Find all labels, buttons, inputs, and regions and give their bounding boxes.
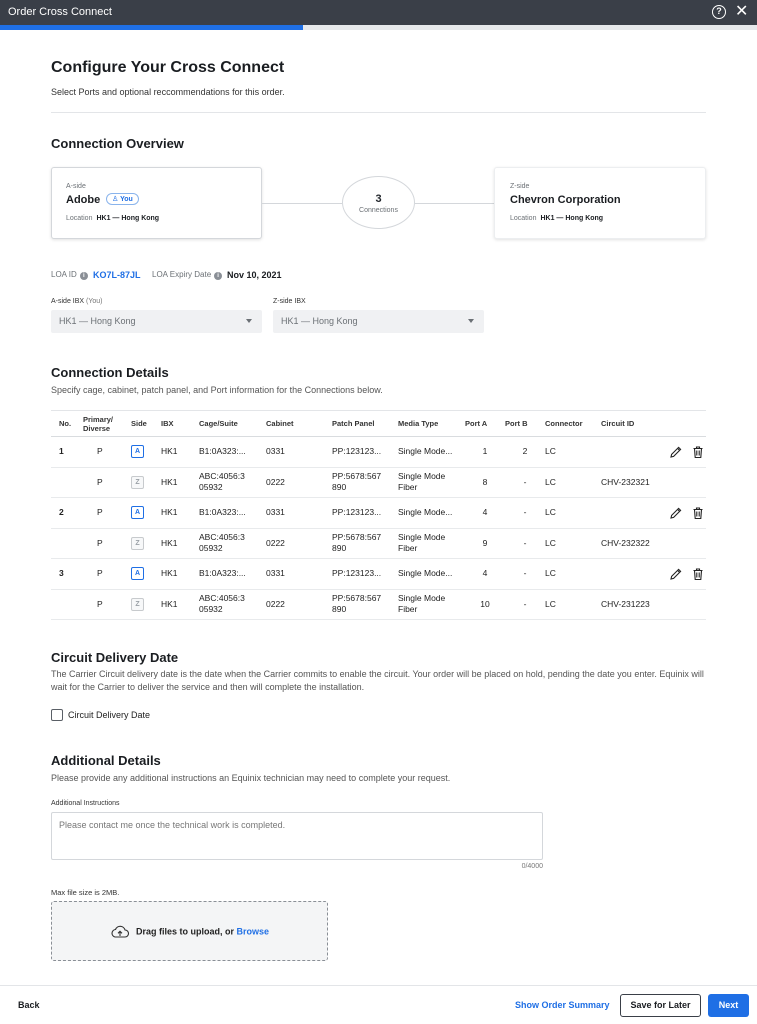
cell-primary-diverse: P <box>83 559 131 590</box>
cell-connector: LC <box>545 467 601 498</box>
loa-expiry-value: Nov 10, 2021 <box>227 270 282 280</box>
a-side-location <box>66 215 159 222</box>
table-row <box>51 589 706 620</box>
cell-actions <box>661 589 706 620</box>
a-side-location-label: Location <box>66 215 93 222</box>
cell-patch-panel: PP:5678:567 890 <box>332 528 398 559</box>
table-row <box>51 528 706 559</box>
cell-side <box>131 528 161 559</box>
cell-primary-diverse: P <box>83 498 131 529</box>
user-icon: ♙ <box>112 196 121 203</box>
cell-side <box>131 437 161 468</box>
table-header-row <box>51 411 706 437</box>
you-badge-label: You <box>120 196 133 203</box>
cell-circuit-id: CHV-231223 <box>601 589 661 620</box>
circuit-delivery-checkbox-label[interactable]: Circuit Delivery Date <box>68 710 151 720</box>
cell-connector: LC <box>545 589 601 620</box>
z-side-ibx-select[interactable] <box>273 310 484 333</box>
cell-primary-diverse: P <box>83 528 131 559</box>
edit-icon[interactable] <box>669 567 683 581</box>
connections-label: Connections <box>359 207 398 214</box>
cell-ibx: HK1 <box>161 437 199 468</box>
char-counter: 0/4000 <box>521 863 543 870</box>
cell-no: 2 <box>51 498 83 529</box>
side-badge: A <box>131 445 144 458</box>
upload-text: Drag files to upload, or <box>136 926 237 937</box>
cell-no <box>51 528 83 559</box>
cell-ibx: HK1 <box>161 589 199 620</box>
cell-no: 1 <box>51 437 83 468</box>
a-side-ibx-select[interactable] <box>51 310 262 333</box>
side-badge: Z <box>131 476 144 489</box>
connection-details-table <box>51 410 706 620</box>
delivery-description: The Carrier Circuit delivery date is the date when the Carrier commits to enable the circuit. Your order will be placed on hold, pending the date you enter. Equinix will wait for the Carrier to deliver the service and then will complete the installation. <box>51 669 704 692</box>
z-side-ibx-value: HK1 — Hong Kong <box>281 316 358 326</box>
progress-fill <box>0 25 303 30</box>
delete-icon[interactable] <box>691 506 705 520</box>
a-side-ibx-label <box>51 298 103 305</box>
cell-actions <box>661 528 706 559</box>
next-button[interactable]: Next <box>708 994 749 1017</box>
a-side-location-value: HK1 — Hong Kong <box>96 215 160 222</box>
delete-icon[interactable] <box>691 445 705 459</box>
col-header-actions <box>661 411 706 437</box>
circuit-delivery-checkbox[interactable] <box>51 709 63 721</box>
delete-icon[interactable] <box>691 567 705 581</box>
cell-cage: B1:0A323:... <box>199 498 266 529</box>
cell-port-a: 4 <box>465 498 505 529</box>
info-icon[interactable]: i <box>214 272 222 280</box>
details-heading: Connection Details <box>51 365 169 380</box>
cell-connector: LC <box>545 498 601 529</box>
cell-media-type: Single Mode... <box>398 498 465 529</box>
col-header: No. <box>51 411 83 437</box>
z-side-name: Chevron Corporation <box>510 194 621 206</box>
cell-port-b: - <box>505 559 545 590</box>
cell-primary-diverse: P <box>83 589 131 620</box>
cell-connector: LC <box>545 437 601 468</box>
a-side-card <box>51 167 262 239</box>
cell-cabinet: 0331 <box>266 559 332 590</box>
a-side-ibx-value: HK1 — Hong Kong <box>59 316 136 326</box>
a-side-ibx-label-text: A-side IBX <box>51 298 85 305</box>
cell-cabinet: 0222 <box>266 528 332 559</box>
a-side-ibx-label-suffix: (You) <box>86 298 103 305</box>
loa-expiry-label-text: LOA Expiry Date <box>152 270 212 279</box>
max-file-size: Max file size is 2MB. <box>51 888 120 897</box>
cell-side <box>131 498 161 529</box>
cell-ibx: HK1 <box>161 498 199 529</box>
cell-side <box>131 467 161 498</box>
cell-port-b: 2 <box>505 437 545 468</box>
divider <box>51 112 706 113</box>
overview-heading: Connection Overview <box>51 136 184 151</box>
z-side-card <box>494 167 706 239</box>
cell-port-b: - <box>505 498 545 529</box>
loa-id-value[interactable]: KO7L-87JL <box>93 270 141 280</box>
cell-port-b: - <box>505 467 545 498</box>
z-side-label: Z-side <box>510 183 530 190</box>
cell-actions <box>661 559 706 590</box>
cell-actions <box>661 437 706 468</box>
cell-primary-diverse: P <box>83 437 131 468</box>
cell-media-type: Single Mode Fiber <box>398 528 465 559</box>
cell-ibx: HK1 <box>161 467 199 498</box>
cell-connector: LC <box>545 528 601 559</box>
col-header: Cabinet <box>266 411 332 437</box>
window-title: Order Cross Connect <box>8 6 112 18</box>
cell-no <box>51 467 83 498</box>
details-description: Specify cage, cabinet, patch panel, and Port information for the Connections below. <box>51 385 383 395</box>
col-header: Port B <box>505 411 545 437</box>
col-header: Circuit ID <box>601 411 661 437</box>
cell-no: 3 <box>51 559 83 590</box>
cell-cage: ABC:4056:3 05932 <box>199 589 266 620</box>
cell-cage: ABC:4056:3 05932 <box>199 467 266 498</box>
z-side-location-label: Location <box>510 215 537 222</box>
cell-side <box>131 589 161 620</box>
col-header: Cage/Suite <box>199 411 266 437</box>
connector-line <box>262 203 342 204</box>
cell-patch-panel: PP:123123... <box>332 559 398 590</box>
cell-media-type: Single Mode... <box>398 437 465 468</box>
cell-circuit-id: CHV-232322 <box>601 528 661 559</box>
cell-cage: B1:0A323:... <box>199 437 266 468</box>
side-badge: A <box>131 567 144 580</box>
cell-port-a: 4 <box>465 559 505 590</box>
additional-heading: Additional Details <box>51 753 161 768</box>
loa-id-label-text: LOA ID <box>51 270 77 279</box>
cell-port-a: 9 <box>465 528 505 559</box>
delivery-heading: Circuit Delivery Date <box>51 650 179 665</box>
a-side-name: Adobe <box>66 194 101 206</box>
side-badge: Z <box>131 598 144 611</box>
cell-patch-panel: PP:123123... <box>332 498 398 529</box>
info-icon[interactable]: i <box>80 272 88 280</box>
z-side-location <box>510 215 603 222</box>
show-order-summary-link[interactable]: Show Order Summary <box>515 1000 610 1010</box>
col-header: IBX <box>161 411 199 437</box>
footer-bar <box>0 985 757 1024</box>
cell-patch-panel: PP:5678:567 890 <box>332 589 398 620</box>
cell-circuit-id <box>601 437 661 468</box>
cell-media-type: Single Mode... <box>398 559 465 590</box>
cell-port-a: 1 <box>465 437 505 468</box>
cell-ibx: HK1 <box>161 559 199 590</box>
side-badge: Z <box>131 537 144 550</box>
file-dropzone[interactable] <box>51 901 328 961</box>
dropzone-text <box>110 925 269 939</box>
cell-cage: ABC:4056:3 05932 <box>199 528 266 559</box>
col-header: Media Type <box>398 411 465 437</box>
cell-no <box>51 589 83 620</box>
window-titlebar <box>0 0 757 25</box>
cell-circuit-id <box>601 559 661 590</box>
caret-down-icon <box>246 319 252 323</box>
col-header: Connector <box>545 411 601 437</box>
instructions-label: Additional Instructions <box>51 800 120 807</box>
cloud-upload-icon <box>110 925 130 939</box>
page-subtitle: Select Ports and optional reccommendations for this order. <box>51 87 285 97</box>
close-icon[interactable]: ✕ <box>735 3 749 20</box>
cell-connector: LC <box>545 559 601 590</box>
save-for-later-button[interactable]: Save for Later <box>620 994 701 1017</box>
connections-number: 3 <box>375 193 382 205</box>
cell-media-type: Single Mode Fiber <box>398 589 465 620</box>
cell-patch-panel: PP:123123... <box>332 437 398 468</box>
z-side-location-value: HK1 — Hong Kong <box>540 215 604 222</box>
cell-circuit-id: CHV-232321 <box>601 467 661 498</box>
help-icon[interactable]: ? <box>712 5 726 19</box>
cell-cabinet: 0331 <box>266 437 332 468</box>
cell-primary-diverse: P <box>83 467 131 498</box>
you-badge <box>106 193 139 205</box>
browse-link[interactable]: Browse <box>236 926 270 937</box>
cell-port-b: - <box>505 589 545 620</box>
loa-id-label <box>51 270 88 280</box>
page-title: Configure Your Cross Connect <box>51 59 285 76</box>
additional-description: Please provide any additional instructions an Equinix technician may need to complete your request. <box>51 773 451 783</box>
cell-actions <box>661 498 706 529</box>
cell-cabinet: 0331 <box>266 498 332 529</box>
z-side-ibx-label: Z-side IBX <box>273 298 306 305</box>
cell-patch-panel: PP:5678:567 890 <box>332 467 398 498</box>
cell-ibx: HK1 <box>161 528 199 559</box>
cell-port-a: 10 <box>465 589 505 620</box>
col-header: Primary/ Diverse <box>83 411 131 437</box>
connections-count <box>342 176 415 229</box>
caret-down-icon <box>468 319 474 323</box>
cell-cage: B1:0A323:... <box>199 559 266 590</box>
back-button[interactable]: Back <box>18 1000 40 1010</box>
connector-line <box>415 203 494 204</box>
edit-icon[interactable] <box>669 445 683 459</box>
table-row <box>51 498 706 529</box>
col-header: Side <box>131 411 161 437</box>
table-row <box>51 559 706 590</box>
cell-side <box>131 559 161 590</box>
edit-icon[interactable] <box>669 506 683 520</box>
progress-bar <box>0 25 757 30</box>
loa-expiry-label <box>152 270 222 280</box>
cell-port-b: - <box>505 528 545 559</box>
cell-media-type: Single Mode Fiber <box>398 467 465 498</box>
table-row <box>51 437 706 468</box>
cell-actions <box>661 467 706 498</box>
table-row <box>51 467 706 498</box>
instructions-textarea[interactable]: Please contact me once the technical work is completed. <box>51 812 543 860</box>
cell-cabinet: 0222 <box>266 589 332 620</box>
a-side-label: A-side <box>66 183 86 190</box>
cell-port-a: 8 <box>465 467 505 498</box>
side-badge: A <box>131 506 144 519</box>
cell-cabinet: 0222 <box>266 467 332 498</box>
col-header: Patch Panel <box>332 411 398 437</box>
cell-circuit-id <box>601 498 661 529</box>
col-header: Port A <box>465 411 505 437</box>
